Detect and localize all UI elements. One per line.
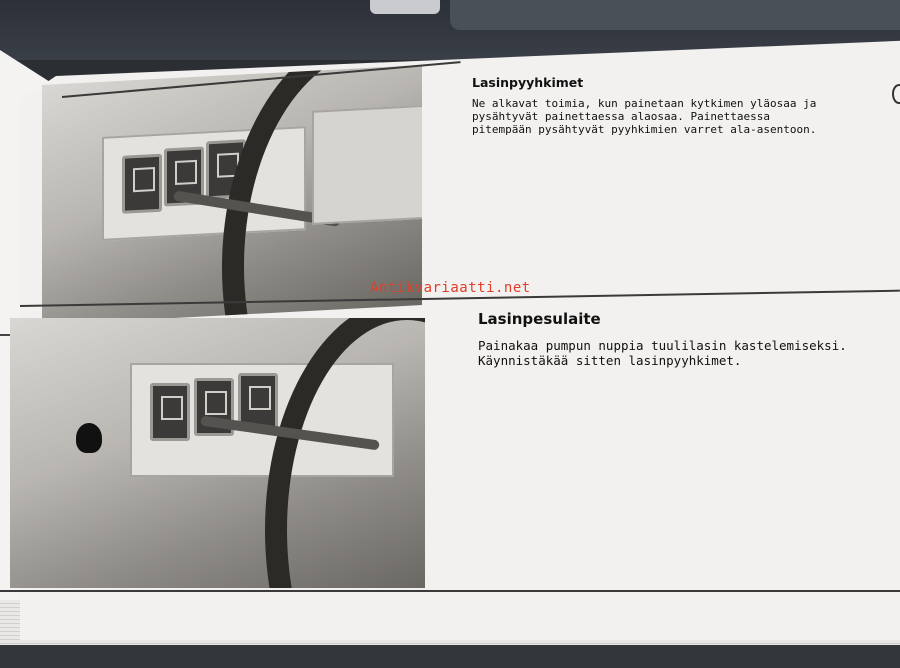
body-line: Painakaa pumpun nuppia tuulilasin kastelemiseksi. [478, 338, 847, 353]
body-line: Ne alkavat toimia, kun painetaan kytkimen yläosaa ja [472, 97, 817, 110]
laptop-key [370, 0, 440, 14]
page-number-mark [892, 84, 900, 104]
body-line: Käynnistäkää sitten lasinpyyhkimet. [478, 353, 742, 368]
instrument-cluster [312, 105, 422, 225]
washer-knob-photo [10, 318, 425, 588]
section-body [472, 97, 892, 137]
switch-icon [150, 383, 190, 441]
steering-wheel [265, 318, 425, 588]
watermark: Antikvariaatti.net [370, 280, 531, 296]
section-title: Lasinpesulaite [478, 310, 601, 328]
body-line: pitempään pysähtyvät pyyhkimien varret ala-asentoon. [472, 123, 817, 137]
laptop-edge [450, 0, 900, 30]
wiper-switch-photo [42, 65, 422, 325]
body-line: pysähtyvät painettaessa alaosaa. Painettaessa [472, 110, 771, 124]
section-body [478, 338, 898, 368]
section-rule [0, 590, 900, 592]
table-edge [0, 645, 900, 668]
switch-icon [122, 154, 162, 214]
section-washer [478, 310, 898, 368]
section-wipers [472, 75, 892, 137]
section-title: Lasinpyyhkimet [472, 75, 584, 90]
washer-pump-knob [76, 423, 102, 453]
